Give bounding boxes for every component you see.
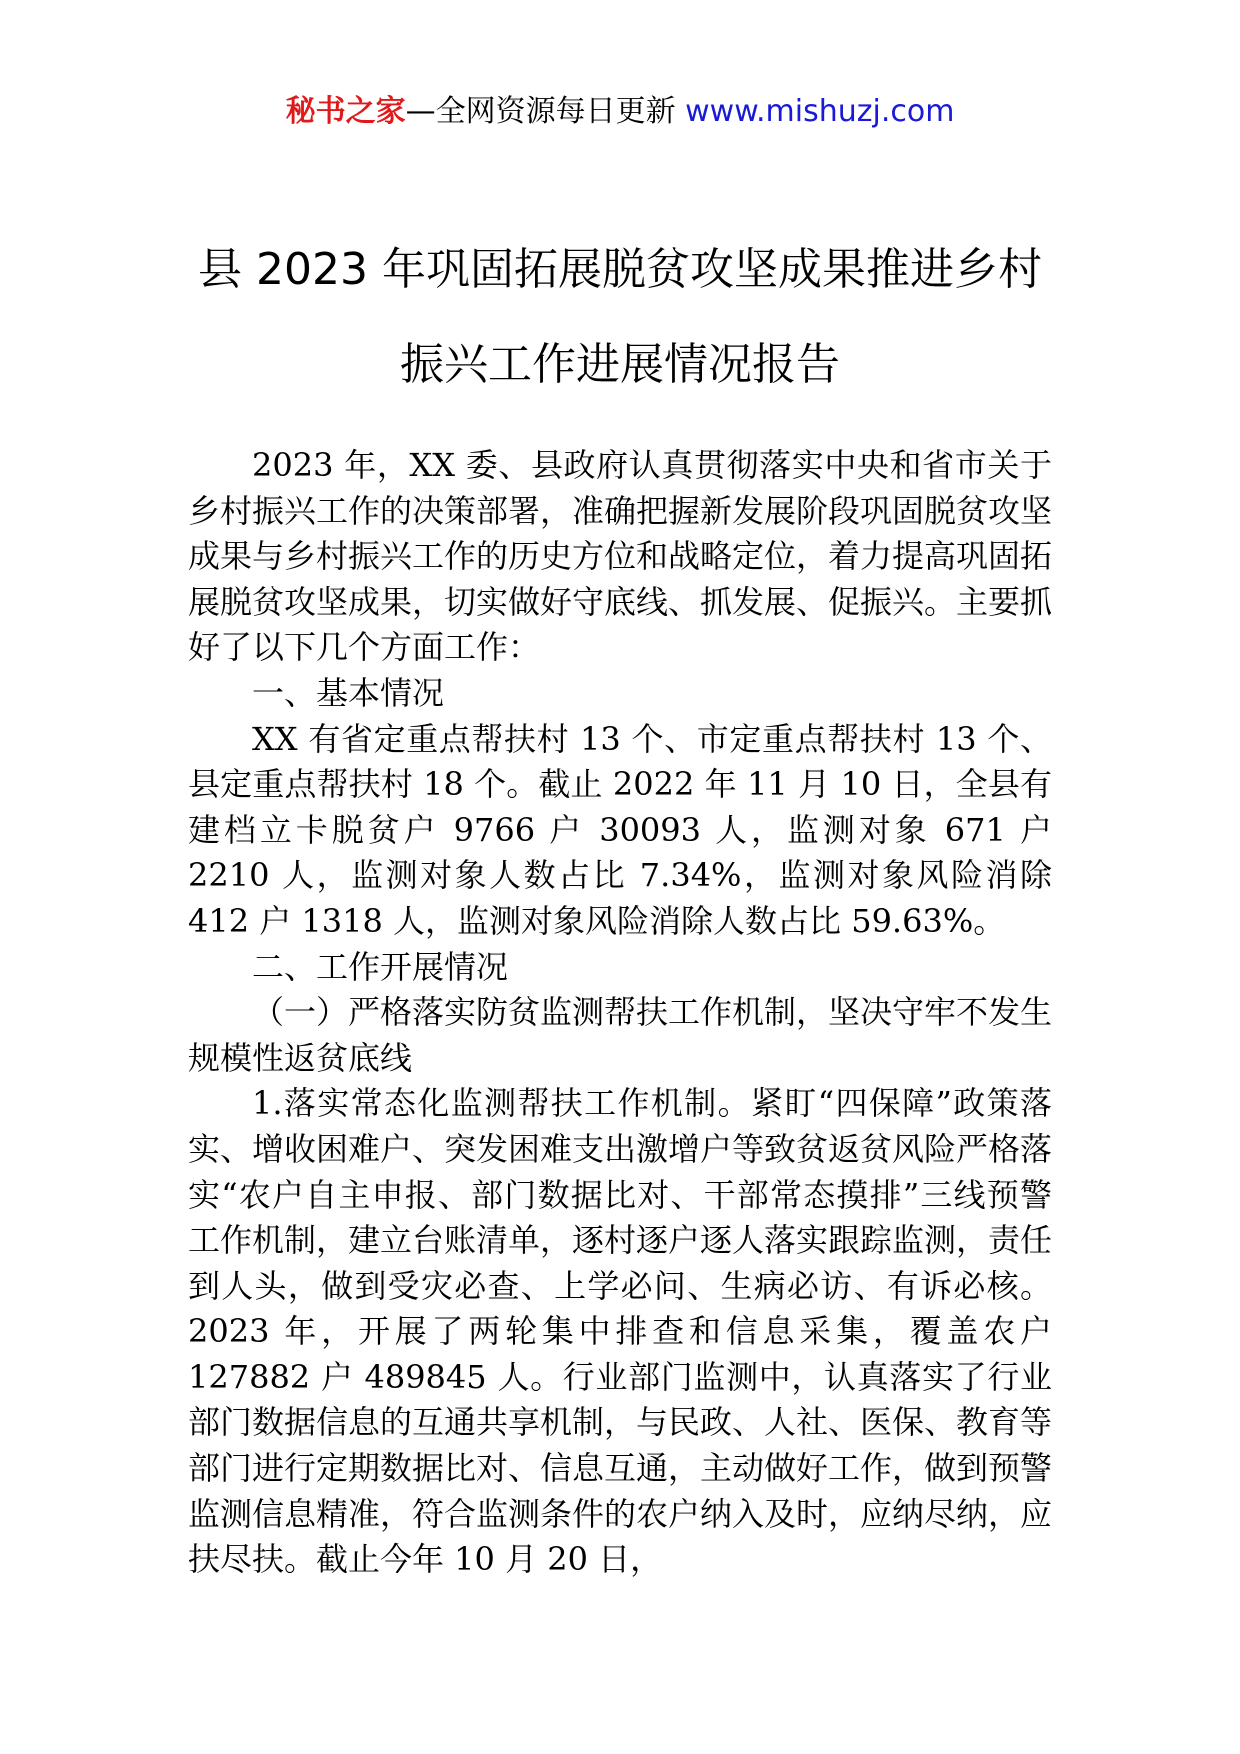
- site-header: [0, 92, 1240, 132]
- subsection-heading-1: （一）严格落实防贫监测帮扶工作机制，坚决守牢不发生规模性返贫底线: [188, 993, 1053, 1077]
- brand-name: 秘书之家: [285, 94, 406, 129]
- document-title: [140, 222, 1100, 412]
- site-url-link[interactable]: www.mishuzj.com: [685, 94, 955, 129]
- header-tagline: —全网资源每日更新: [405, 94, 676, 129]
- basic-situation-paragraph: XX 有省定重点帮扶村 13 个、市定重点帮扶村 13 个、县定重点帮扶村 18 个。截止 2022 年 11 月 10 日，全县有建档立卡脱贫户 9766 户 30093 人，监测对象 671 户 2210 人，监测对象人数占比 7.34%，监测对象风险消除 412 户 1318 人，监测对象风险消除人数占比 59.63%。: [188, 719, 1052, 940]
- title-line-1: 县 2023 年巩固拓展脱贫攻坚成果推进乡村: [198, 244, 1042, 295]
- monitoring-mechanism-paragraph: 1.落实常态化监测帮扶工作机制。紧盯“四保障”政策落实、增收困难户、突发困难支出激增户等致贫返贫风险严格落实“农户自主申报、部门数据比对、干部常态摸排”三线预警工作机制，建立台账清单，逐村逐户逐人落实跟踪监测，责任到人头，做到受灾必查、上学必问、生病必访、有诉必核。2023 年，开展了两轮集中排查和信息采集，覆盖农户 127882 户 489845 人。行业部门监测中，认真落实了行业部门数据信息的互通共享机制，与民政、人社、医保、教育等部门进行定期数据比对、信息互通，主动做好工作，做到预警监测信息精准，符合监测条件的农户纳入及时，应纳尽纳，应扶尽扶。截止今年 10 月 20 日，: [188, 1084, 1053, 1579]
- section-heading-basic-situation: 一、基本情况: [252, 673, 445, 712]
- intro-paragraph: 2023 年，XX 委、县政府认真贯彻落实中央和省市关于乡村振兴工作的决策部署，准确把握新发展阶段巩固脱贫攻坚成果与乡村振兴工作的历史方位和战略定位，着力提高巩固拓展脱贫攻坚成果，切实做好守底线、抓发展、促振兴。主要抓好了以下几个方面工作：: [188, 446, 1053, 667]
- title-line-2: 振兴工作进展情况报告: [400, 339, 840, 390]
- section-heading-work-progress: 二、工作开展情况: [252, 947, 509, 986]
- document-body: [188, 443, 1052, 1583]
